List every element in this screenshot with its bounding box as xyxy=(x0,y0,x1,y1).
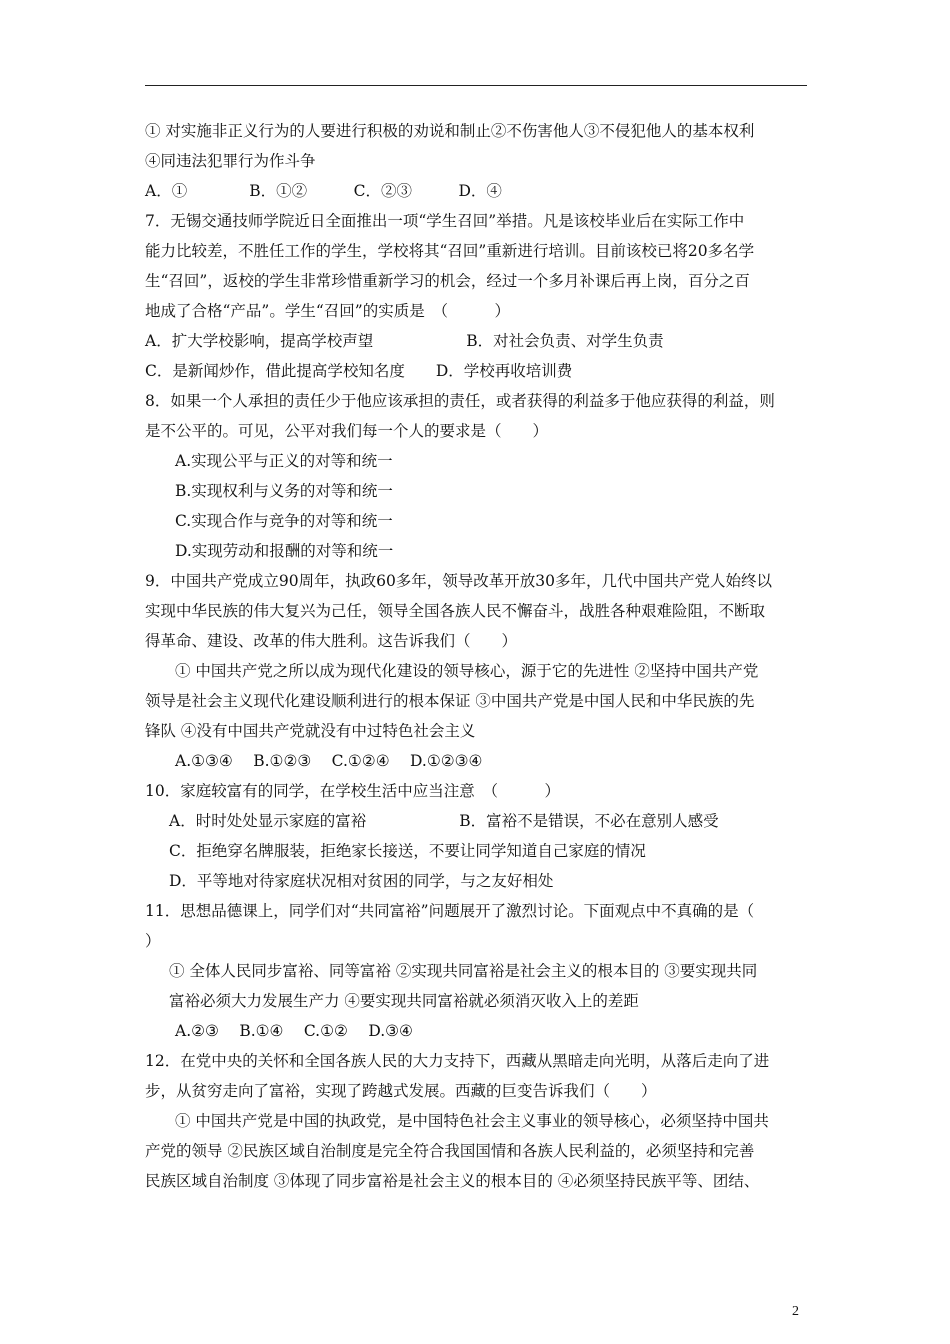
q11-options: A.②③ B.①④ C.①② D.③④ xyxy=(175,1022,413,1040)
q9-stem-line1: 9．中国共产党成立90周年，执政60多年，领导改革开放30多年，几代中国共产党人始终以 xyxy=(145,572,773,590)
q12-statements-line2: 产党的领导 ②民族区域自治制度是完全符合我国国情和各族人民利益的，必须坚持和完善 xyxy=(145,1142,755,1160)
q12-stem-line2: 步，从贫穷走向了富裕，实现了跨越式发展。西藏的巨变告诉我们（ ） xyxy=(145,1082,657,1100)
q11-statements-line2: 富裕必须大力发展生产力 ④要实现共同富裕就必须消灭收入上的差距 xyxy=(169,992,639,1010)
q9-statements-line2: 领导是社会主义现代化建设顺利进行的根本保证 ③中国共产党是中国人民和中华民族的先 xyxy=(145,692,755,710)
q7-options-ab: A．扩大学校影响，提高学校声望 B．对社会负责、对学生负责 xyxy=(145,332,664,350)
header-rule xyxy=(145,85,807,86)
page-number: 2 xyxy=(792,1304,799,1319)
q7-stem-line2: 能力比较差，不胜任工作的学生，学校将其“召回”重新进行培训。目前该校已将20多名学 xyxy=(145,242,755,260)
q6-statements-line2: ④同违法犯罪行为作斗争 xyxy=(145,152,316,170)
q12-stem-line1: 12．在党中央的关怀和全国各族人民的大力支持下，西藏从黑暗走向光明，从落后走向了进 xyxy=(145,1052,770,1070)
q8-option-b: B.实现权利与义务的对等和统一 xyxy=(175,482,393,500)
q11-stem-line2: ） xyxy=(145,932,161,950)
q11-stem-line1: 11．思想品德课上，同学们对“共同富裕”问题展开了激烈讨论。下面观点中不真确的是（ xyxy=(145,902,755,920)
q9-stem-line2: 实现中华民族的伟大复兴为己任，领导全国各族人民不懈奋斗，战胜各种艰难险阻，不断取 xyxy=(145,602,766,620)
q7-stem-line1: 7．无锡交通技师学院近日全面推出一项“学生召回”举措。凡是该校毕业后在实际工作中 xyxy=(145,212,745,230)
q10-options-ab: A．时时处处显示家庭的富裕 B．富裕不是错误，不必在意别人感受 xyxy=(169,812,719,830)
document-body xyxy=(145,121,807,1201)
q9-statements-line3: 锋队 ④没有中国共产党就没有中过特色社会主义 xyxy=(145,722,476,740)
q10-option-d: D．平等地对待家庭状况相对贫困的同学，与之友好相处 xyxy=(169,872,554,890)
q9-stem-line3: 得革命、建设、改革的伟大胜利。这告诉我们（ ） xyxy=(145,632,518,650)
q9-options: A.①③④ B.①②③ C.①②④ D.①②③④ xyxy=(175,752,483,770)
q12-statements-line1: ① 中国共产党是中国的执政党，是中国特色社会主义事业的领导核心，必须坚持中国共 xyxy=(175,1112,769,1130)
q7-stem-line4: 地成了合格“产品”。学生“召回”的实质是 （ ） xyxy=(145,302,510,320)
q8-option-a: A.实现公平与正义的对等和统一 xyxy=(175,452,393,470)
q6-options: A．① B．①② C．②③ D．④ xyxy=(145,182,502,200)
q12-statements-line3: 民族区域自治制度 ③体现了同步富裕是社会主义的根本目的 ④必须坚持民族平等、团结、 xyxy=(145,1172,760,1190)
q9-statements-line1: ① 中国共产党之所以成为现代化建设的领导核心，源于它的先进性 ②坚持中国共产党 xyxy=(175,662,759,680)
q11-statements-line1: ① 全体人民同步富裕、同等富裕 ②实现共同富裕是社会主义的根本目的 ③要实现共同 xyxy=(169,962,758,980)
q10-option-c: C．拒绝穿名牌服装，拒绝家长接送，不要让同学知道自己家庭的情况 xyxy=(169,842,646,860)
q8-stem-line2: 是不公平的。可见，公平对我们每一个人的要求是（ ） xyxy=(145,422,549,440)
q10-stem: 10．家庭较富有的同学，在学校生活中应当注意 （ ） xyxy=(145,782,560,800)
q8-option-c: C.实现合作与竞争的对等和统一 xyxy=(175,512,393,530)
q7-stem-line3: 生“召回”，返校的学生非常珍惜重新学习的机会，经过一个多月补课后再上岗，百分之百 xyxy=(145,272,750,290)
q7-options-cd: C．是新闻炒作，借此提高学校知名度 D．学校再收培训费 xyxy=(145,362,573,380)
q8-option-d: D.实现劳动和报酬的对等和统一 xyxy=(175,542,394,560)
q6-statements-line1: ① 对实施非正义行为的人要进行积极的劝说和制止②不伤害他人③不侵犯他人的基本权利 xyxy=(145,122,755,140)
q8-stem-line1: 8．如果一个人承担的责任少于他应该承担的责任，或者获得的利益多于他应获得的利益，则 xyxy=(145,392,775,410)
